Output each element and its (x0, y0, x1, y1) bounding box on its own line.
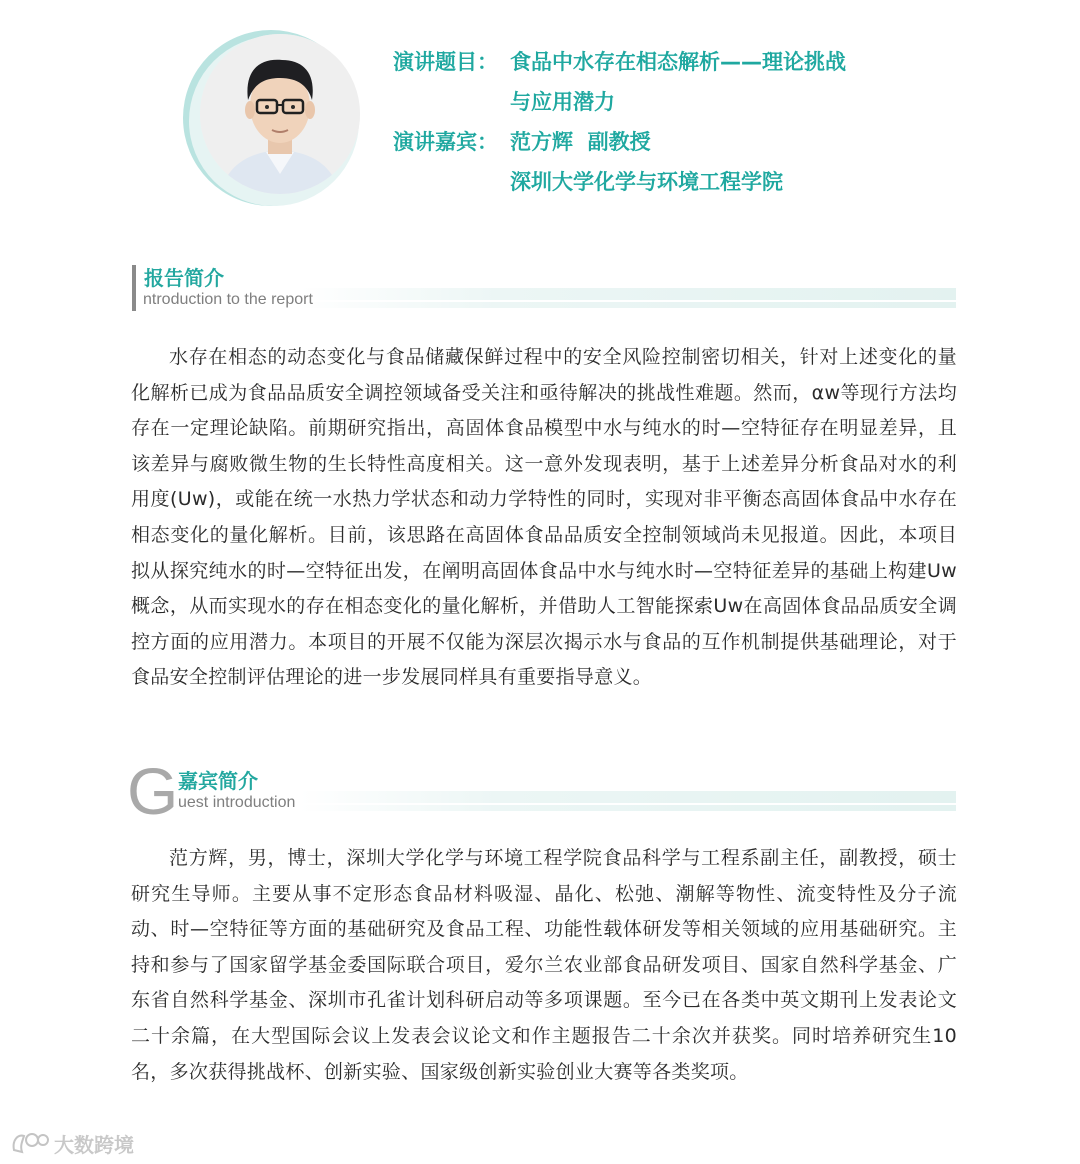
report-subheading: ntroduction to the report (143, 291, 313, 308)
talk-title-row (393, 42, 846, 82)
heading-initial-bar (132, 265, 136, 311)
talk-speaker-row (393, 122, 846, 162)
speaker-photo (200, 34, 360, 194)
talk-speaker-name: 范方辉 副教授 (510, 130, 651, 154)
report-section-heading (130, 261, 956, 319)
heading-initial-letter: G (127, 754, 179, 828)
heading-band (300, 288, 956, 308)
talk-title-label: 演讲题目： (393, 50, 498, 74)
report-heading: 报告简介 (144, 266, 224, 290)
talk-title-line2: 与应用潜力 (510, 90, 615, 114)
watermark-logo-icon (10, 1128, 50, 1158)
talk-affiliation: 深圳大学化学与环境工程学院 (510, 170, 783, 194)
talk-title-line1: 食品中水存在相态解析——理论挑战 (510, 50, 846, 74)
guest-section-heading (127, 754, 956, 828)
watermark (10, 1126, 134, 1160)
heading-band (300, 791, 956, 811)
speaker-photo-frame (183, 30, 359, 206)
guest-body: 范方辉，男，博士，深圳大学化学与环境工程学院食品科学与工程系副主任，副教授，硕士研究生导师。主要从事不定形态食品材料吸湿、晶化、松弛、潮解等物性、流变特性及分子流动、时—空特征等方面的基础研究及食品工程、功能性载体研发等相关领域的应用基础研究。主持和参与了国家留学基金委国际联合项目，爱尔兰农业部食品研发项目、国家自然科学基金、广东省自然科学基金、深圳市孔雀计划科研启动等多项课题。至今已在各类中英文期刊上发表论文二十余篇，在大型国际会议上发表会议论文和作主题报告二十余次并获奖。同时培养研究生10名，多次获得挑战杯、创新实验、国家级创新实验创业大赛等各类奖项。 (131, 847, 957, 1083)
guest-subheading: uest introduction (178, 794, 296, 811)
watermark-text: 大数跨境 (54, 1132, 134, 1157)
report-body: 水存在相态的动态变化与食品储藏保鲜过程中的安全风险控制密切相关，针对上述变化的量化解析已成为食品品质安全调控领域备受关注和亟待解决的挑战性难题。然而，αw等现行方法均存在一定理论缺陷。前期研究指出，高固体食品模型中水与纯水的时—空特征存在明显差异，且该差异与腐败微生物的生长特性高度相关。这一意外发现表明，基于上述差异分析食品对水的利用度(Uw)，或能在统一水热力学状态和动力学特性的同时，实现对非平衡态高固体食品中水存在相态变化的量化解析。目前，该思路在高固体食品品质安全控制领域尚未见报道。因此，本项目拟从探究纯水的时—空特征出发，在阐明高固体食品中水与纯水时—空特征差异的基础上构建Uw概念，从而实现水的存在相态变化的量化解析，并借助人工智能探索Uw在高固体食品品质安全调控方面的应用潜力。本项目的开展不仅能为深层次揭示水与食品的互作机制提供基础理论，对于食品安全控制评估理论的进一步发展同样具有重要指导意义。 (131, 346, 957, 689)
talk-speaker-label: 演讲嘉宾： (393, 130, 498, 154)
guest-heading: 嘉宾简介 (178, 769, 258, 793)
talk-info (393, 42, 846, 202)
